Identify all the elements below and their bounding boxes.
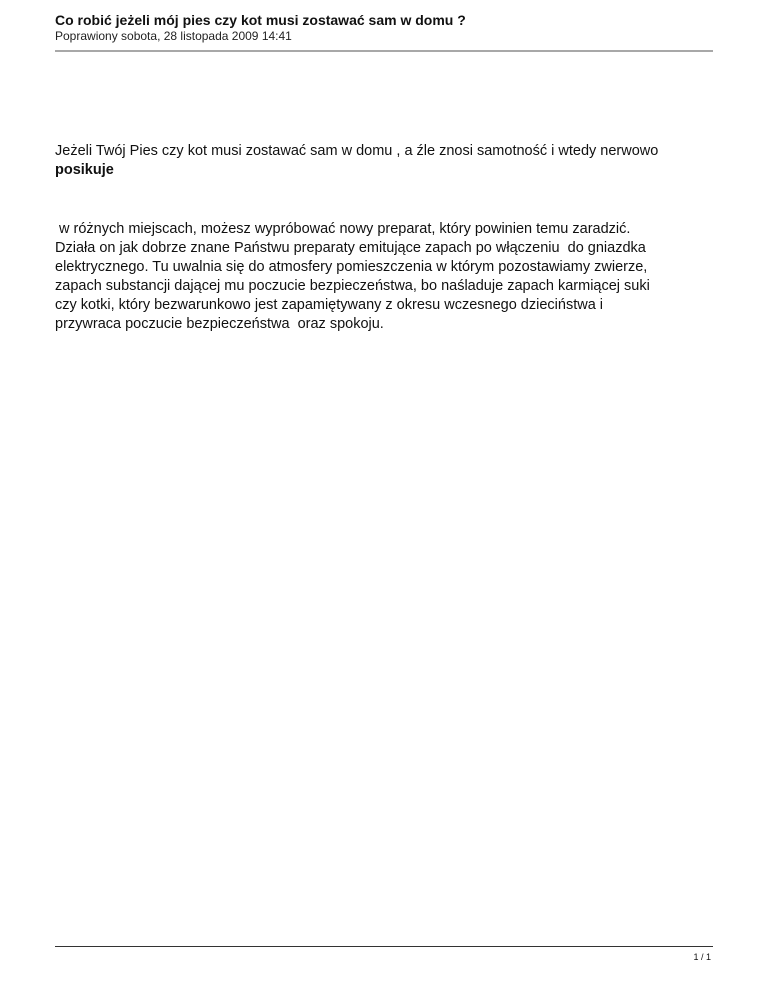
body-paragraph [55,220,715,334]
intro-text: Jeżeli Twój Pies czy kot musi zostawać sam w domu , a źle znosi samotność i wtedy nerwowo [55,143,659,159]
modified-date: Poprawiony sobota, 28 listopada 2009 14:41 [55,29,292,43]
body-line: przywraca poczucie bezpieczeństwa oraz spokoju. [55,316,384,332]
article-title: Co robić jeżeli mój pies czy kot musi zostawać sam w domu ? [55,12,466,28]
body-line: Działa on jak dobrze znane Państwu preparaty emitujące zapach po włączeniu do gniazdka [55,240,646,256]
page-number: 1 / 1 [693,952,711,962]
body-line: zapach substancji dającej mu poczucie bezpieczeństwa, bo naśladuje zapach karmiącej suki [55,278,650,294]
intro-bold-word: posikuje [55,162,114,178]
header-divider [55,50,713,52]
footer-divider [55,946,713,947]
body-line: elektrycznego. Tu uwalnia się do atmosfery pomieszczenia w którym pozostawiamy zwierze, [55,259,648,275]
intro-paragraph [55,142,715,180]
document-header [55,12,713,44]
body-line: czy kotki, który bezwarunkowo jest zapamiętywany z okresu wczesnego dzieciństwa i [55,297,604,313]
body-line: w różnych miejscach, możesz wypróbować nowy preparat, który powinien temu zaradzić. [55,221,631,237]
